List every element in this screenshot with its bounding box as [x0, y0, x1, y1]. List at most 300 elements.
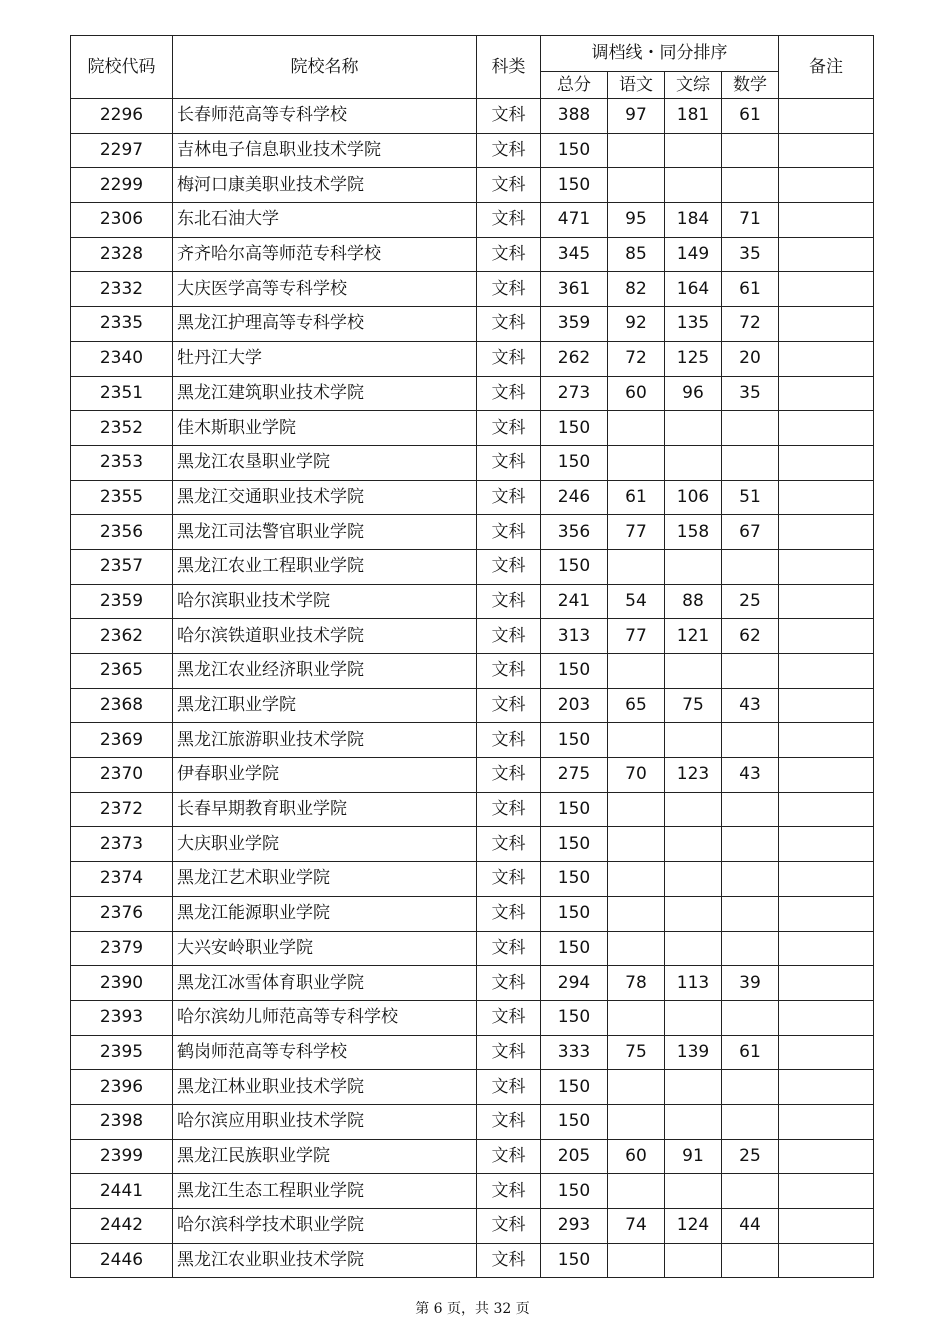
cell-liberal: [665, 445, 722, 480]
cell-name: 牡丹江大学: [173, 341, 477, 376]
cell-math: 43: [722, 758, 779, 793]
cell-total: 150: [541, 896, 608, 931]
header-group: 调档线・同分排序: [541, 36, 779, 72]
cell-math: [722, 1104, 779, 1139]
cell-category: 文科: [477, 237, 541, 272]
cell-total: 205: [541, 1139, 608, 1174]
cell-total: 150: [541, 792, 608, 827]
cell-category: 文科: [477, 966, 541, 1001]
cell-math: 61: [722, 99, 779, 134]
cell-chinese: [608, 827, 665, 862]
table-row: [71, 827, 874, 862]
cell-math: 71: [722, 203, 779, 238]
cell-math: [722, 133, 779, 168]
table-body: [71, 99, 874, 1278]
cell-code: 2396: [71, 1070, 173, 1105]
cell-name: 黑龙江艺术职业学院: [173, 862, 477, 897]
cell-total: 150: [541, 827, 608, 862]
cell-note: [779, 654, 874, 689]
cell-liberal: [665, 792, 722, 827]
cell-name: 鹤岗师范高等专科学校: [173, 1035, 477, 1070]
cell-total: 356: [541, 515, 608, 550]
cell-name: 大兴安岭职业学院: [173, 931, 477, 966]
cell-total: 313: [541, 619, 608, 654]
cell-liberal: 106: [665, 480, 722, 515]
cell-total: 150: [541, 168, 608, 203]
cell-liberal: 139: [665, 1035, 722, 1070]
cell-math: [722, 931, 779, 966]
cell-name: 吉林电子信息职业技术学院: [173, 133, 477, 168]
cell-code: 2296: [71, 99, 173, 134]
cell-category: 文科: [477, 654, 541, 689]
cell-category: 文科: [477, 99, 541, 134]
table-row: [71, 133, 874, 168]
cell-liberal: [665, 411, 722, 446]
cell-chinese: 92: [608, 307, 665, 342]
cell-liberal: [665, 827, 722, 862]
cell-name: 黑龙江农业经济职业学院: [173, 654, 477, 689]
cell-total: 345: [541, 237, 608, 272]
cell-note: [779, 723, 874, 758]
cell-code: 2390: [71, 966, 173, 1001]
cell-category: 文科: [477, 1000, 541, 1035]
cell-note: [779, 1070, 874, 1105]
cell-category: 文科: [477, 376, 541, 411]
cell-math: 72: [722, 307, 779, 342]
cell-category: 文科: [477, 792, 541, 827]
table-row: [71, 1139, 874, 1174]
cell-note: [779, 549, 874, 584]
header-note: 备注: [779, 36, 874, 99]
cell-category: 文科: [477, 307, 541, 342]
cell-liberal: [665, 133, 722, 168]
cell-name: 长春师范高等专科学校: [173, 99, 477, 134]
cell-category: 文科: [477, 931, 541, 966]
cell-category: 文科: [477, 1070, 541, 1105]
cell-math: [722, 862, 779, 897]
cell-name: 黑龙江生态工程职业学院: [173, 1174, 477, 1209]
cell-liberal: [665, 931, 722, 966]
cell-chinese: [608, 1000, 665, 1035]
cell-math: [722, 723, 779, 758]
cell-math: [722, 1000, 779, 1035]
table-row: [71, 341, 874, 376]
cell-chinese: 60: [608, 1139, 665, 1174]
table-row: [71, 99, 874, 134]
table-row: [71, 688, 874, 723]
table-row: [71, 480, 874, 515]
cell-code: 2299: [71, 168, 173, 203]
cell-name: 黑龙江农业工程职业学院: [173, 549, 477, 584]
cell-name: 佳木斯职业学院: [173, 411, 477, 446]
table-row: [71, 1070, 874, 1105]
cell-note: [779, 515, 874, 550]
header-math: 数学: [722, 72, 779, 99]
cell-liberal: 135: [665, 307, 722, 342]
cell-code: 2442: [71, 1209, 173, 1244]
admission-score-table: [70, 35, 874, 1278]
table-row: [71, 862, 874, 897]
cell-math: 43: [722, 688, 779, 723]
cell-category: 文科: [477, 168, 541, 203]
cell-liberal: [665, 1000, 722, 1035]
cell-code: 2369: [71, 723, 173, 758]
cell-note: [779, 792, 874, 827]
cell-name: 哈尔滨职业技术学院: [173, 584, 477, 619]
cell-liberal: [665, 896, 722, 931]
cell-name: 黑龙江旅游职业技术学院: [173, 723, 477, 758]
cell-chinese: 60: [608, 376, 665, 411]
cell-category: 文科: [477, 411, 541, 446]
cell-category: 文科: [477, 515, 541, 550]
table-row: [71, 792, 874, 827]
cell-chinese: [608, 411, 665, 446]
cell-code: 2373: [71, 827, 173, 862]
cell-category: 文科: [477, 1035, 541, 1070]
table-row: [71, 445, 874, 480]
cell-chinese: 78: [608, 966, 665, 1001]
cell-name: 黑龙江护理高等专科学校: [173, 307, 477, 342]
cell-category: 文科: [477, 272, 541, 307]
cell-liberal: 88: [665, 584, 722, 619]
cell-liberal: [665, 168, 722, 203]
cell-liberal: [665, 723, 722, 758]
cell-category: 文科: [477, 1139, 541, 1174]
cell-note: [779, 1035, 874, 1070]
cell-code: 2399: [71, 1139, 173, 1174]
table-row: [71, 931, 874, 966]
table-row: [71, 1035, 874, 1070]
cell-liberal: 75: [665, 688, 722, 723]
cell-liberal: [665, 654, 722, 689]
header-liberal: 文综: [665, 72, 722, 99]
cell-code: 2441: [71, 1174, 173, 1209]
cell-note: [779, 1139, 874, 1174]
cell-math: [722, 445, 779, 480]
cell-liberal: [665, 1104, 722, 1139]
cell-note: [779, 133, 874, 168]
cell-note: [779, 1243, 874, 1278]
table-row: [71, 896, 874, 931]
cell-liberal: 149: [665, 237, 722, 272]
cell-liberal: 113: [665, 966, 722, 1001]
cell-math: [722, 1243, 779, 1278]
cell-liberal: [665, 862, 722, 897]
cell-category: 文科: [477, 1174, 541, 1209]
cell-note: [779, 688, 874, 723]
cell-total: 150: [541, 654, 608, 689]
cell-note: [779, 341, 874, 376]
cell-chinese: [608, 931, 665, 966]
cell-total: 275: [541, 758, 608, 793]
cell-math: 39: [722, 966, 779, 1001]
cell-note: [779, 1104, 874, 1139]
cell-total: 150: [541, 133, 608, 168]
cell-math: 20: [722, 341, 779, 376]
cell-chinese: [608, 549, 665, 584]
cell-code: 2368: [71, 688, 173, 723]
header-name: 院校名称: [173, 36, 477, 99]
cell-total: 273: [541, 376, 608, 411]
table-row: [71, 376, 874, 411]
cell-name: 黑龙江农业职业技术学院: [173, 1243, 477, 1278]
cell-category: 文科: [477, 445, 541, 480]
cell-note: [779, 584, 874, 619]
cell-chinese: 54: [608, 584, 665, 619]
cell-note: [779, 237, 874, 272]
cell-name: 黑龙江能源职业学院: [173, 896, 477, 931]
cell-chinese: [608, 168, 665, 203]
cell-total: 150: [541, 723, 608, 758]
cell-code: 2446: [71, 1243, 173, 1278]
cell-name: 黑龙江农垦职业学院: [173, 445, 477, 480]
cell-liberal: 96: [665, 376, 722, 411]
table-row: [71, 515, 874, 550]
cell-chinese: [608, 1070, 665, 1105]
cell-code: 2353: [71, 445, 173, 480]
cell-category: 文科: [477, 133, 541, 168]
cell-name: 黑龙江交通职业技术学院: [173, 480, 477, 515]
cell-code: 2356: [71, 515, 173, 550]
cell-total: 294: [541, 966, 608, 1001]
cell-note: [779, 203, 874, 238]
cell-category: 文科: [477, 688, 541, 723]
cell-code: 2395: [71, 1035, 173, 1070]
table-row: [71, 203, 874, 238]
cell-total: 150: [541, 862, 608, 897]
cell-math: [722, 168, 779, 203]
cell-math: 35: [722, 376, 779, 411]
cell-category: 文科: [477, 862, 541, 897]
cell-chinese: 95: [608, 203, 665, 238]
table-row: [71, 1209, 874, 1244]
table-row: [71, 549, 874, 584]
table-row: [71, 758, 874, 793]
cell-code: 2359: [71, 584, 173, 619]
cell-total: 388: [541, 99, 608, 134]
cell-chinese: [608, 1243, 665, 1278]
cell-total: 293: [541, 1209, 608, 1244]
cell-category: 文科: [477, 584, 541, 619]
cell-chinese: 74: [608, 1209, 665, 1244]
cell-name: 黑龙江司法警官职业学院: [173, 515, 477, 550]
cell-code: 2372: [71, 792, 173, 827]
table-row: [71, 237, 874, 272]
cell-code: 2335: [71, 307, 173, 342]
cell-category: 文科: [477, 480, 541, 515]
cell-math: [722, 1174, 779, 1209]
cell-total: 150: [541, 549, 608, 584]
cell-total: 241: [541, 584, 608, 619]
cell-total: 361: [541, 272, 608, 307]
cell-chinese: [608, 654, 665, 689]
cell-code: 2398: [71, 1104, 173, 1139]
cell-category: 文科: [477, 1243, 541, 1278]
cell-note: [779, 480, 874, 515]
cell-liberal: [665, 1174, 722, 1209]
cell-note: [779, 1174, 874, 1209]
cell-liberal: 164: [665, 272, 722, 307]
cell-total: 150: [541, 1174, 608, 1209]
cell-code: 2376: [71, 896, 173, 931]
cell-code: 2393: [71, 1000, 173, 1035]
cell-name: 大庆医学高等专科学校: [173, 272, 477, 307]
table-row: [71, 272, 874, 307]
cell-chinese: [608, 133, 665, 168]
cell-name: 黑龙江建筑职业技术学院: [173, 376, 477, 411]
cell-liberal: 124: [665, 1209, 722, 1244]
cell-name: 哈尔滨应用职业技术学院: [173, 1104, 477, 1139]
table-row: [71, 1174, 874, 1209]
cell-code: 2351: [71, 376, 173, 411]
cell-total: 150: [541, 1070, 608, 1105]
table-row: [71, 1104, 874, 1139]
cell-math: 51: [722, 480, 779, 515]
cell-liberal: 184: [665, 203, 722, 238]
cell-chinese: 65: [608, 688, 665, 723]
header-total: 总分: [541, 72, 608, 99]
cell-liberal: 181: [665, 99, 722, 134]
cell-liberal: [665, 549, 722, 584]
cell-math: 35: [722, 237, 779, 272]
cell-chinese: [608, 1104, 665, 1139]
cell-name: 长春早期教育职业学院: [173, 792, 477, 827]
cell-code: 2370: [71, 758, 173, 793]
cell-note: [779, 168, 874, 203]
cell-code: 2355: [71, 480, 173, 515]
header-chinese: 语文: [608, 72, 665, 99]
page-footer: 第 6 页，共 32 页: [415, 1301, 530, 1317]
cell-name: 黑龙江职业学院: [173, 688, 477, 723]
cell-category: 文科: [477, 1104, 541, 1139]
cell-note: [779, 1209, 874, 1244]
cell-total: 359: [541, 307, 608, 342]
cell-category: 文科: [477, 619, 541, 654]
cell-code: 2297: [71, 133, 173, 168]
cell-code: 2306: [71, 203, 173, 238]
cell-total: 150: [541, 1104, 608, 1139]
cell-total: 150: [541, 1243, 608, 1278]
cell-chinese: 77: [608, 515, 665, 550]
cell-name: 黑龙江民族职业学院: [173, 1139, 477, 1174]
cell-total: 203: [541, 688, 608, 723]
cell-code: 2357: [71, 549, 173, 584]
cell-note: [779, 272, 874, 307]
table-row: [71, 411, 874, 446]
cell-total: 333: [541, 1035, 608, 1070]
cell-chinese: [608, 792, 665, 827]
cell-liberal: 121: [665, 619, 722, 654]
cell-math: [722, 1070, 779, 1105]
cell-math: 25: [722, 584, 779, 619]
table-row: [71, 307, 874, 342]
cell-note: [779, 931, 874, 966]
cell-note: [779, 619, 874, 654]
cell-math: 61: [722, 272, 779, 307]
cell-note: [779, 1000, 874, 1035]
cell-chinese: [608, 896, 665, 931]
cell-name: 东北石油大学: [173, 203, 477, 238]
cell-name: 黑龙江林业职业技术学院: [173, 1070, 477, 1105]
table-row: [71, 723, 874, 758]
cell-note: [779, 862, 874, 897]
cell-code: 2374: [71, 862, 173, 897]
cell-code: 2340: [71, 341, 173, 376]
cell-note: [779, 896, 874, 931]
table-row: [71, 654, 874, 689]
cell-total: 246: [541, 480, 608, 515]
cell-name: 梅河口康美职业技术学院: [173, 168, 477, 203]
cell-note: [779, 376, 874, 411]
cell-note: [779, 827, 874, 862]
cell-math: [722, 827, 779, 862]
cell-liberal: 158: [665, 515, 722, 550]
cell-category: 文科: [477, 1209, 541, 1244]
table-row: [71, 966, 874, 1001]
cell-math: 44: [722, 1209, 779, 1244]
cell-chinese: [608, 723, 665, 758]
table-row: [71, 1000, 874, 1035]
cell-code: 2332: [71, 272, 173, 307]
cell-code: 2328: [71, 237, 173, 272]
table-row: [71, 168, 874, 203]
cell-category: 文科: [477, 341, 541, 376]
header-category: 科类: [477, 36, 541, 99]
cell-liberal: [665, 1243, 722, 1278]
cell-math: [722, 411, 779, 446]
cell-note: [779, 966, 874, 1001]
cell-chinese: 77: [608, 619, 665, 654]
cell-category: 文科: [477, 896, 541, 931]
cell-math: [722, 792, 779, 827]
cell-liberal: 125: [665, 341, 722, 376]
cell-category: 文科: [477, 203, 541, 238]
cell-math: [722, 896, 779, 931]
cell-total: 262: [541, 341, 608, 376]
table-row: [71, 584, 874, 619]
cell-name: 哈尔滨幼儿师范高等专科学校: [173, 1000, 477, 1035]
cell-total: 150: [541, 445, 608, 480]
cell-total: 150: [541, 1000, 608, 1035]
cell-math: [722, 654, 779, 689]
table-row: [71, 619, 874, 654]
cell-liberal: 123: [665, 758, 722, 793]
cell-chinese: 85: [608, 237, 665, 272]
cell-chinese: [608, 445, 665, 480]
cell-category: 文科: [477, 723, 541, 758]
header-code: 院校代码: [71, 36, 173, 99]
cell-category: 文科: [477, 758, 541, 793]
cell-chinese: 75: [608, 1035, 665, 1070]
cell-chinese: 70: [608, 758, 665, 793]
cell-math: 62: [722, 619, 779, 654]
table-row: [71, 1243, 874, 1278]
cell-code: 2352: [71, 411, 173, 446]
cell-liberal: [665, 1070, 722, 1105]
cell-category: 文科: [477, 827, 541, 862]
cell-chinese: [608, 1174, 665, 1209]
cell-note: [779, 445, 874, 480]
cell-math: 25: [722, 1139, 779, 1174]
cell-chinese: 72: [608, 341, 665, 376]
cell-total: 471: [541, 203, 608, 238]
cell-chinese: [608, 862, 665, 897]
cell-note: [779, 758, 874, 793]
cell-total: 150: [541, 931, 608, 966]
cell-note: [779, 307, 874, 342]
cell-name: 齐齐哈尔高等师范专科学校: [173, 237, 477, 272]
cell-code: 2362: [71, 619, 173, 654]
